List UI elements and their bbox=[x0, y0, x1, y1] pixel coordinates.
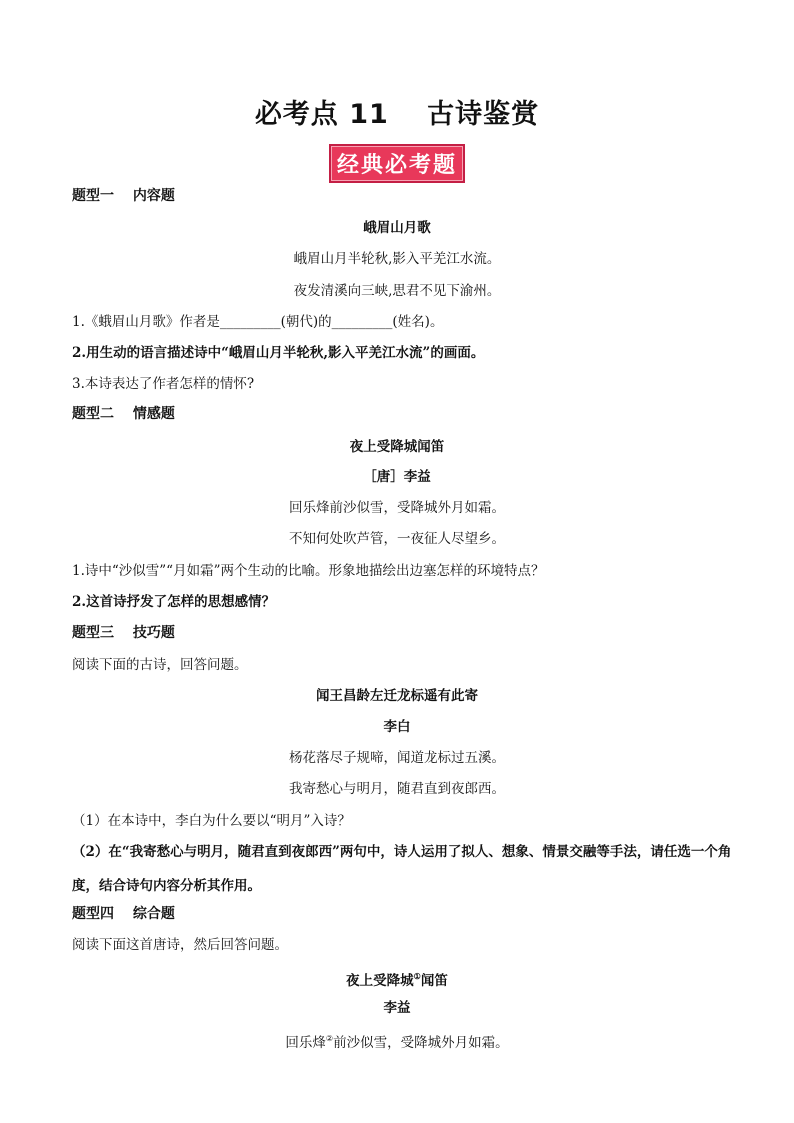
section3-intro: 阅读下面的古诗，回答问题。 bbox=[72, 657, 248, 673]
page-title: 必考点 11 古诗鉴赏 bbox=[254, 99, 540, 130]
section3-question-1: （1）在本诗中，李白为什么要以“明月”入诗？ bbox=[72, 813, 351, 829]
section2-poem-title: 夜上受降城闻笛 bbox=[349, 439, 445, 455]
section4-heading: 题型四 综合题 bbox=[72, 906, 175, 922]
classic-exam-badge: 经典必考题 bbox=[329, 144, 465, 183]
section4-poem-line bbox=[0, 1030, 794, 1052]
section4-poem-author: 李益 bbox=[383, 1000, 411, 1016]
section4-line1-part2: 前沙似雪，受降城外月如霜。 bbox=[333, 1035, 509, 1051]
section4-intro: 阅读下面这首唐诗，然后回答问题。 bbox=[72, 937, 288, 953]
section3-poem-author: 李白 bbox=[383, 719, 411, 735]
section2-question-1: 1.诗中“沙似雪”“月如霜”两个生动的比喻。形象地描绘出边塞怎样的环境特点？ bbox=[72, 563, 545, 579]
section2-heading: 题型二 情感题 bbox=[72, 406, 175, 422]
section1-poem-title: 峨眉山月歌 bbox=[363, 220, 431, 236]
section1-question-2: 2.用生动的语言描述诗中“峨眉山月半轮秋,影入平羌江水流”的画面。 bbox=[72, 345, 485, 361]
section2-poem-line: 不知何处吹芦管，一夜征人尽望乡。 bbox=[289, 531, 505, 547]
section1-question-3: 3.本诗表达了作者怎样的情怀? bbox=[72, 376, 255, 392]
section4-poem-title-part2: 闻笛 bbox=[420, 973, 448, 989]
section4-poem-title-part1: 夜上受降城 bbox=[346, 973, 414, 989]
section4-line1-part1: 回乐烽 bbox=[285, 1035, 326, 1051]
section2-poem-line: 回乐烽前沙似雪，受降城外月如霜。 bbox=[289, 500, 505, 516]
section3-question-2: （2）在“我寄愁心与明月，随君直到夜郎西”两句中，诗人运用了拟人、想象、情景交融等手法，请任选一个角度，结合诗句内容分析其作用。 bbox=[72, 844, 732, 894]
section2-question-2: 2.这首诗抒发了怎样的思想感情？ bbox=[72, 594, 276, 610]
section1-poem-line: 峨眉山月半轮秋,影入平羌江水流。 bbox=[293, 251, 501, 267]
section1-heading: 题型一 内容题 bbox=[72, 188, 175, 204]
footnote-marker: ② bbox=[325, 1034, 334, 1043]
section3-poem-title: 闻王昌龄左迁龙标遥有此寄 bbox=[316, 688, 478, 704]
badge-container bbox=[0, 144, 794, 183]
section3-poem-line: 我寄愁心与明月，随君直到夜郎西。 bbox=[289, 781, 505, 797]
section2-poem-author: ［唐］李益 bbox=[363, 469, 431, 485]
section1-poem-line: 夜发清溪向三峡,思君不见下渝州。 bbox=[293, 283, 501, 299]
section4-poem-title bbox=[0, 967, 794, 990]
section1-question-1: 1.《蛾眉山月歌》作者是_________(朝代)的_________(姓名)。 bbox=[72, 314, 444, 330]
section3-heading: 题型三 技巧题 bbox=[72, 625, 175, 641]
footnote-marker: ① bbox=[413, 971, 421, 981]
section3-poem-line: 杨花落尽子规啼，闻道龙标过五溪。 bbox=[289, 750, 505, 766]
